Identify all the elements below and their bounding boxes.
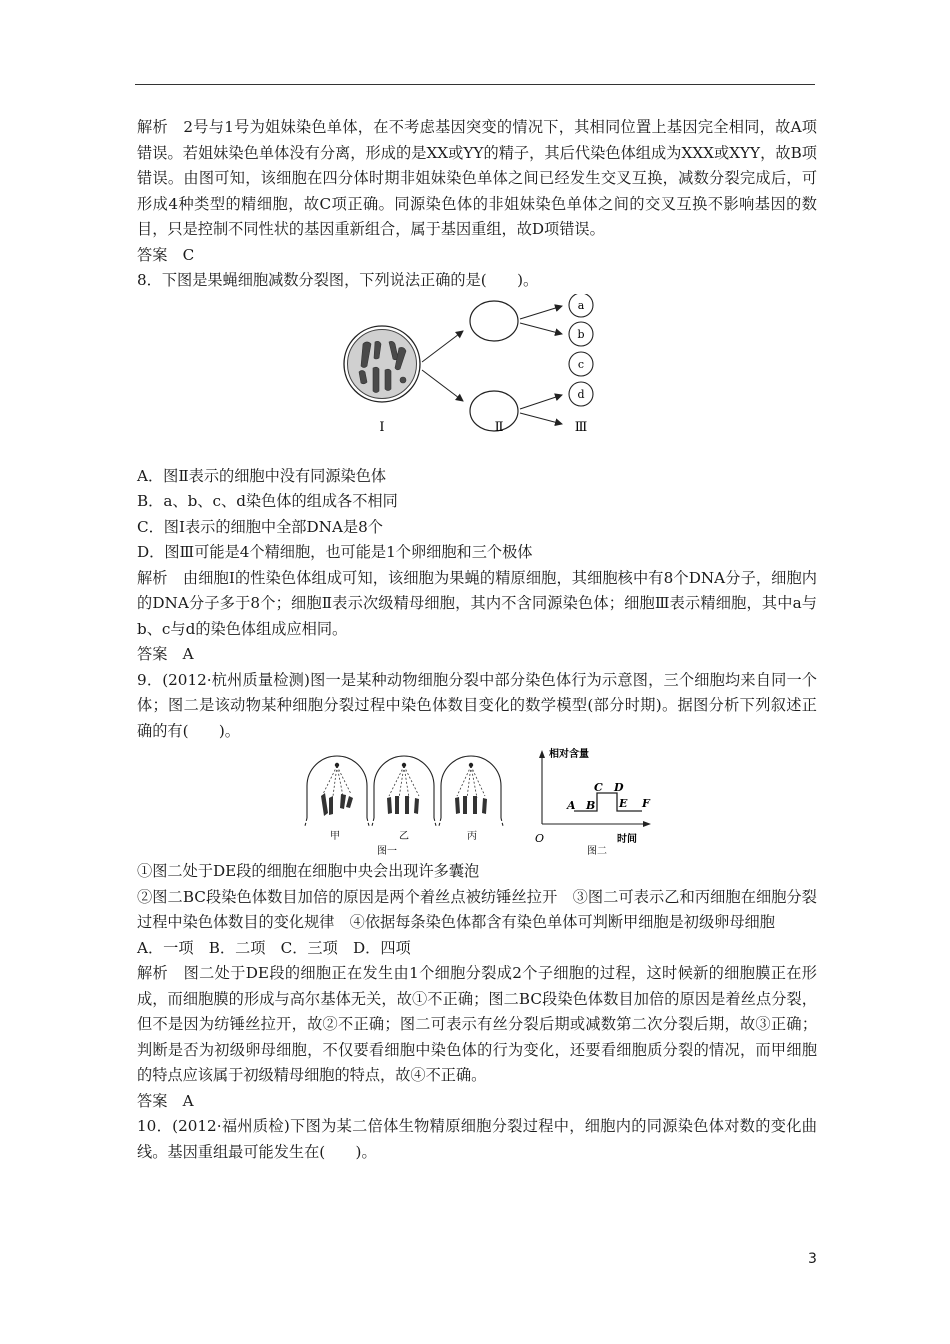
q9-figures: [137, 746, 817, 859]
q8-answer: 答案 A: [137, 645, 194, 663]
cell-d: [569, 382, 593, 406]
x-axis-label: 时间: [617, 834, 637, 845]
svg-text:d: d: [577, 387, 585, 401]
svg-text:b: b: [577, 327, 585, 341]
q8-option-d: D．图Ⅲ可能是4个精细胞，也可能是1个卵细胞和三个极体: [137, 543, 533, 561]
point-B: B: [586, 799, 596, 812]
point-E: E: [619, 797, 628, 810]
cell-II-top: [470, 301, 518, 341]
point-C: C: [594, 781, 603, 794]
q9-stem: 9．(2012·杭州质量检测)图一是某种动物细胞分裂中部分染色体行为示意图，三个细胞均来自同一个体；图二是该动物某种细胞分裂过程中染色体数目变化的数学模型(部分时期)。据图分析下列叙述正确的有( )。: [137, 670, 817, 740]
q9-diagram: [137, 746, 817, 859]
label-III: Ⅲ: [574, 419, 588, 435]
cell-b: [569, 322, 593, 346]
q10-stem: 10．(2012·福州质检)下图为某二倍体生物精原细胞分裂过程中，细胞内的同源染色体对数的变化曲线。基因重组最可能发生在( )。: [137, 1117, 817, 1161]
point-F: F: [642, 797, 650, 810]
figure-two-caption: 图二: [587, 846, 607, 857]
point-D: D: [614, 781, 624, 794]
cell-a: [569, 294, 593, 317]
q9-options: A．一项 B．二项 C．三项 D．四项: [137, 938, 411, 957]
origin-label: O: [535, 832, 545, 845]
q8-figure: [137, 294, 817, 464]
cell-bing-label: 丙: [467, 831, 477, 842]
q7-answer: 答案 C: [137, 245, 195, 264]
svg-text:a: a: [577, 298, 585, 312]
cell-jia-label: 甲: [330, 831, 340, 842]
q9-statement-1: ①图二处于DE段的细胞在细胞中央会出现许多囊泡: [137, 862, 480, 880]
q8-option-c: C．图Ⅰ表示的细胞中全部DNA是8个: [137, 517, 383, 536]
q8-option-a: A．图Ⅱ表示的细胞中没有同源染色体: [137, 466, 387, 485]
q9-answer: 答案 A: [137, 1091, 194, 1110]
figure-one-caption: 图一: [377, 846, 397, 857]
q9-statement-2-4: ②图二BC段染色体数目加倍的原因是两个着丝点被纺锤丝拉开 ③图二可表示乙和丙细胞在细胞分裂过程中染色体数目的变化规律 ④依据每条染色体都含有染色单体可判断甲细胞是初级卵母细胞: [137, 887, 817, 931]
q8-option-b: B．a、b、c、d染色体的组成各不相同: [137, 492, 398, 510]
page-content: [137, 115, 817, 1165]
cell-yi-label: 乙: [399, 831, 409, 842]
y-axis-label: 相对含量: [549, 749, 589, 760]
point-A: A: [567, 799, 576, 812]
header-rule: [135, 84, 815, 85]
page-number: 3: [808, 1251, 817, 1267]
meiosis-diagram: [137, 294, 817, 464]
q8-analysis: 解析 由细胞Ⅰ的性染色体组成可知，该细胞为果蝇的精原细胞，其细胞核中有8个DNA分子，细胞内的DNA分子多于8个；细胞Ⅱ表示次级精母细胞，其内不含同源染色体；细胞Ⅲ表示精细胞，其中a与b、c与d的染色体组成应相同。: [137, 568, 817, 638]
label-II: Ⅱ: [494, 419, 504, 435]
cell-I: [344, 326, 420, 402]
label-I: Ⅰ: [379, 419, 385, 435]
chromosome-icon: [321, 793, 487, 816]
svg-text:c: c: [577, 357, 585, 371]
cell-c: [569, 352, 593, 376]
figure-two: [535, 747, 651, 857]
q8-stem: 8．下图是果蝇细胞减数分裂图，下列说法正确的是( )。: [137, 271, 539, 289]
q7-analysis: 解析 2号与1号为姐妹染色单体，在不考虑基因突变的情况下，其相同位置上基因完全相同，故A项错误。若姐妹染色单体没有分离，形成的是XX或YY的精子，其后代染色体组成为XXX或XYY，故B项错误。由图可知，该细胞在四分体时期非姐妹染色单体之间已经发生交叉互换，减数分裂完成后，可形成4种类型的精细胞，故C项正确。同源染色体的非姐妹染色单体之间的交叉互换不影响基因的数目，只是控制不同性状的基因重新组合，属于基因重组，故D项错误。: [137, 118, 817, 238]
q9-analysis: 解析 图二处于DE段的细胞正在发生由1个细胞分裂成2个子细胞的过程，这时候新的细胞膜正在形成，而细胞膜的形成与高尔基体无关，故①不正确；图二BC段染色体数目加倍的原因是着丝点分裂，但不是因为纺锤丝拉开，故②不正确；图二可表示有丝分裂后期或减数第二次分裂后期，故③正确；判断是否为初级卵母细胞，不仅要看细胞中染色体的行为变化，还要看细胞质分裂的情况，而甲细胞的特点应该属于初级精母细胞的特点，故④不正确。: [137, 964, 817, 1084]
